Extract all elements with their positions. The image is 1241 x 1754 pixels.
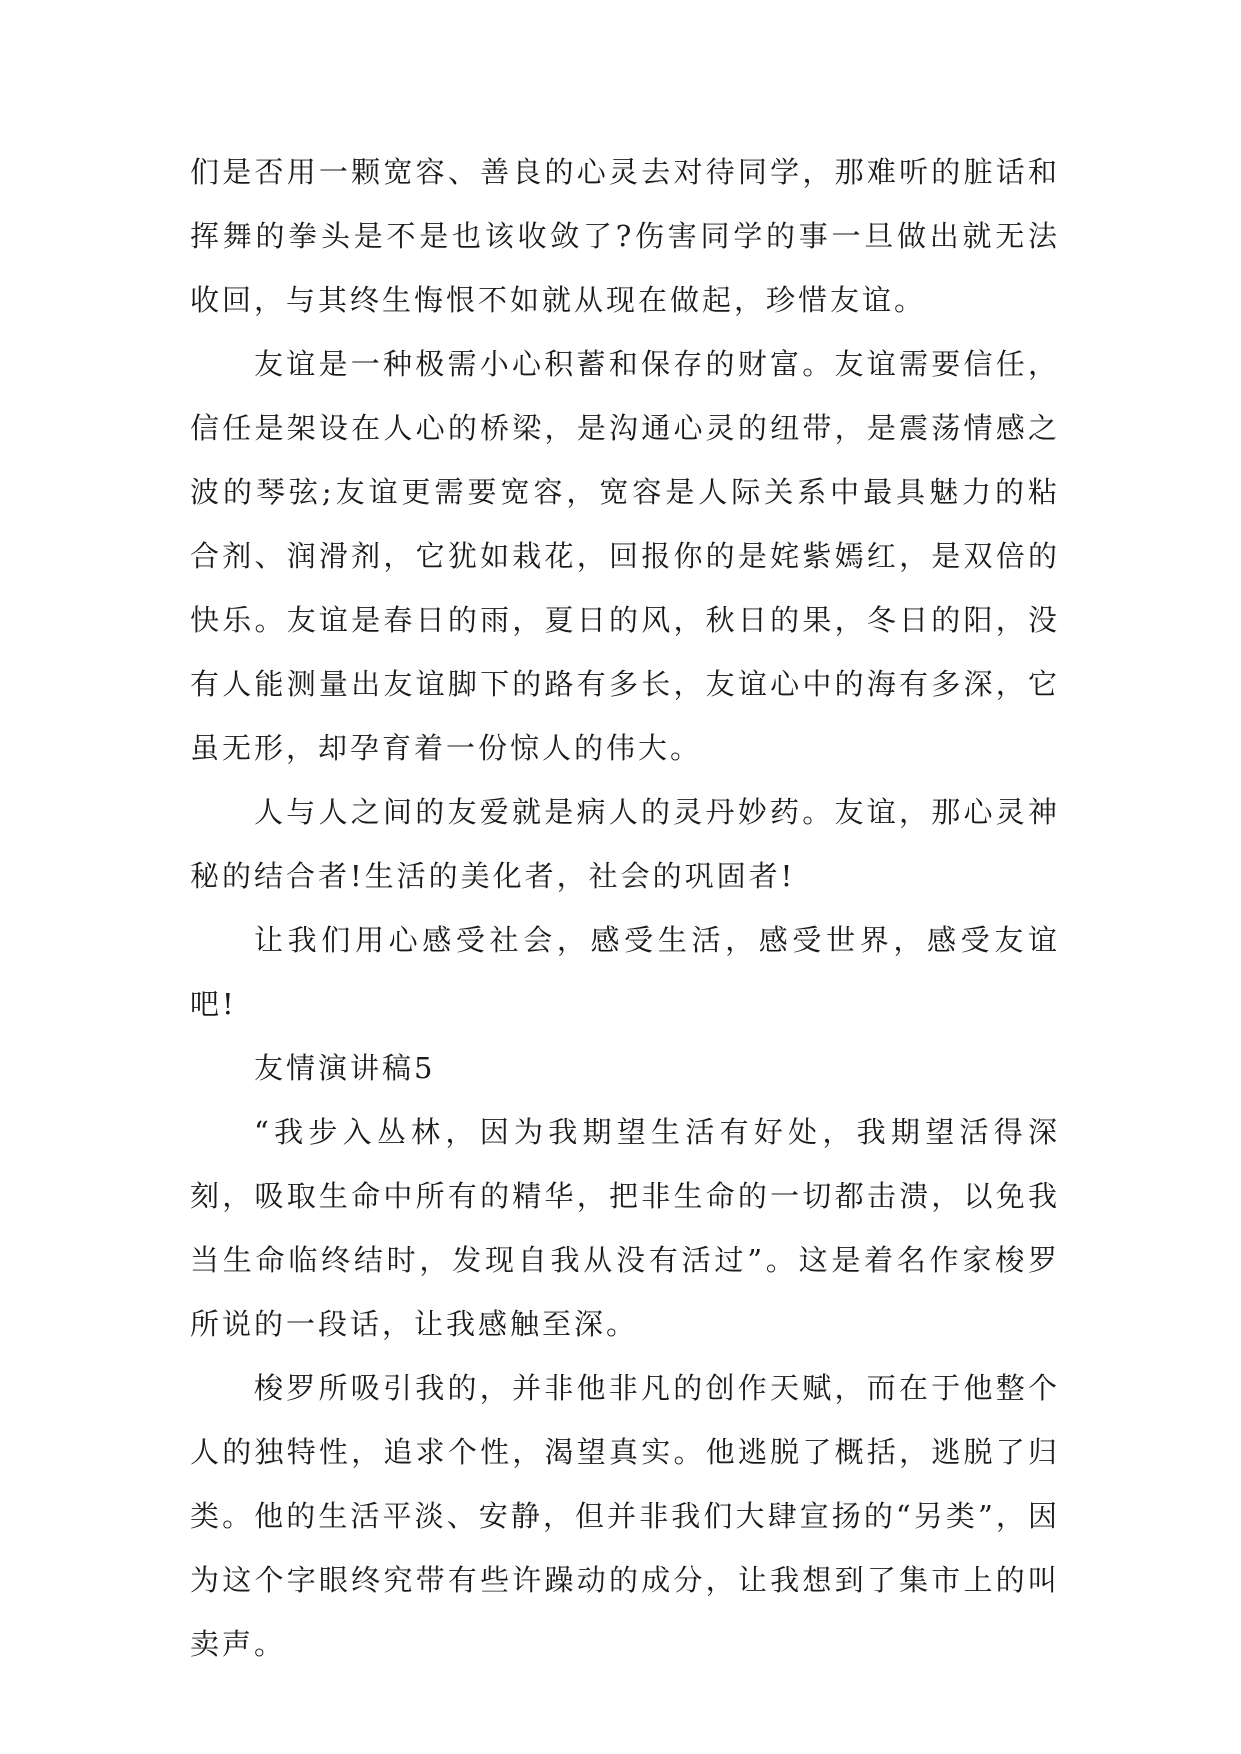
paragraph-1: 们是否用一颗宽容、善良的心灵去对待同学，那难听的脏话和挥舞的拳头是不是也该收敛了?伤害同学的事一旦做出就无法收回，与其终生悔恨不如就从现在做起，珍惜友谊。 <box>190 155 1060 317</box>
paragraph-3: 人与人之间的友爱就是病人的灵丹妙药。友谊，那心灵神秘的结合者!生活的美化者，社会的巩固者! <box>190 795 1060 893</box>
paragraph-5: “我步入丛林，因为我期望生活有好处，我期望活得深刻，吸取生命中所有的精华，把非生命的一切都击溃，以免我当生命临终结时，发现自我从没有活过”。这是着名作家梭罗所说的一段话，让我感触至深。 <box>190 1115 1060 1341</box>
section-heading: 友情演讲稿5 <box>254 1051 436 1085</box>
paragraph-6: 梭罗所吸引我的，并非他非凡的创作天赋，而在于他整个人的独特性，追求个性，渴望真实。他逃脱了概括，逃脱了归类。他的生活平淡、安静，但并非我们大肆宣扬的“另类”，因为这个字眼终究带有些许躁动的成分，让我想到了集市上的叫卖声。 <box>190 1371 1060 1661</box>
document-body <box>190 140 1060 1676</box>
paragraph-4: 让我们用心感受社会，感受生活，感受世界，感受友谊吧! <box>190 923 1060 1021</box>
paragraph-2: 友谊是一种极需小心积蓄和保存的财富。友谊需要信任，信任是架设在人心的桥梁，是沟通心灵的纽带，是震荡情感之波的琴弦;友谊更需要宽容，宽容是人际关系中最具魅力的粘合剂、润滑剂，它犹如栽花，回报你的是姹紫嫣红，是双倍的快乐。友谊是春日的雨，夏日的风，秋日的果，冬日的阳，没有人能测量出友谊脚下的路有多长，友谊心中的海有多深，它虽无形，却孕育着一份惊人的伟大。 <box>190 347 1060 765</box>
